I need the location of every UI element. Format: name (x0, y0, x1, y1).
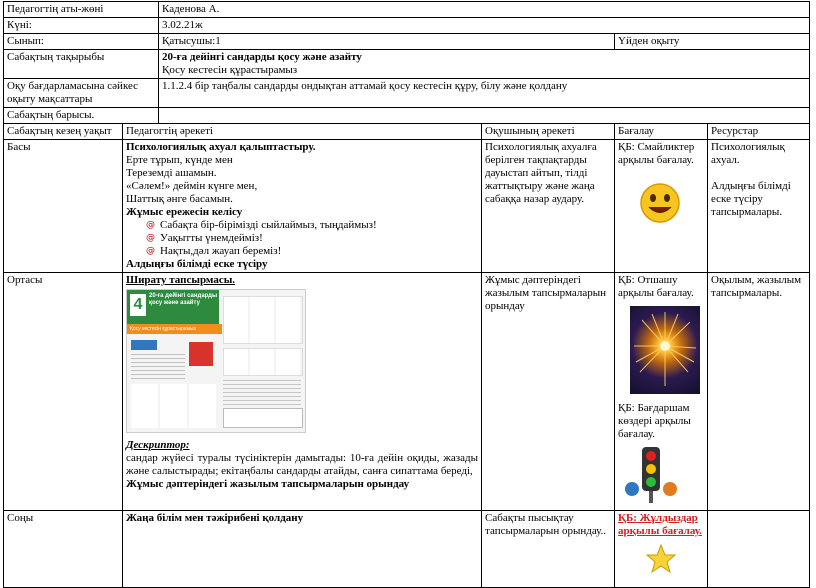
start-teacher-cell (123, 140, 482, 273)
date-row (4, 18, 810, 34)
middle-teacher-cell (123, 273, 482, 511)
start-stage: Басы (4, 140, 123, 273)
topic-row (4, 50, 810, 79)
homeschool-value: Үйден оқыту (615, 34, 810, 50)
progress-empty (159, 108, 810, 124)
end-resources (708, 511, 810, 588)
rule-text: Нақты,дәл жауап береміз! (160, 245, 282, 257)
book-text-lines (131, 354, 185, 380)
book-table (223, 348, 303, 376)
middle-student: Жұмыс дәптеріндегі жазылым тапсырмаларын орындау (482, 273, 615, 511)
middle-assessment-2: ҚБ: Бағдаршам көздері арқылы бағалау. (618, 402, 691, 440)
book-table (131, 384, 217, 428)
goal-value: 1.1.2.4 бір таңбалы сандарды ондықтан аттамай қосу кестесін құру, білу және қолдану (159, 79, 810, 108)
col-stage: Сабақтың кезең уақыт (4, 124, 123, 140)
rule-item (126, 232, 478, 245)
lesson-plan-table (3, 1, 810, 588)
col-resources: Ресурстар (708, 124, 810, 140)
descriptor-text: сандар жүйесі туралы түсініктерін дамытады: 10-ға дейін оқиды, жазады және салыстырады; екітаңбалы сандарды атайды, санға сипаттама береді, (126, 452, 479, 477)
descriptor-heading: Дескриптор: (126, 439, 190, 451)
start-resources-cell (708, 140, 810, 273)
topic-cell (159, 50, 810, 79)
rule-text: Сабақта бір-бірімізді сыйлаймыз, тыңдаймыз! (160, 219, 377, 231)
col-teacher: Педагогтің әрекеті (123, 124, 482, 140)
middle-assessment-cell (615, 273, 708, 511)
start-resources-1: Психологиялық ахуал. (711, 141, 785, 166)
start-resources-2: Алдыңғы білімді еске түсіру тапсырмалары. (711, 180, 791, 218)
at-sign-icon: @ (146, 220, 155, 230)
poem-line: Шаттық әнге басамын. (126, 193, 233, 205)
teacher-value: Каденова А. (159, 2, 810, 18)
column-header-row (4, 124, 810, 140)
start-stage-row (4, 140, 810, 273)
at-sign-icon: @ (146, 246, 155, 256)
end-stage-row (4, 511, 810, 588)
progress-row (4, 108, 810, 124)
book-box (223, 408, 303, 428)
rule-item (126, 219, 478, 232)
end-stage: Соңы (4, 511, 123, 588)
knowledge-heading: Алдыңғы білімді еске түсіру (126, 258, 268, 270)
start-heading: Психологиялық ахуал қалыптастыру. (126, 141, 316, 153)
rule-text: Уақытты үнемдейміз! (160, 232, 263, 244)
attendance-value: Қатысушы:1 (159, 34, 615, 50)
topic-title: 20-ға дейінгі сандарды қосу және азайту (162, 51, 362, 63)
teacher-label: Педагогтің аты-жөні (4, 2, 159, 18)
star-icon (646, 544, 676, 574)
middle-stage-row (4, 273, 810, 511)
col-assessment: Бағалау (615, 124, 708, 140)
book-subtitle: Қосу кестесін құрастырамыз (127, 324, 222, 334)
poem-line: «Сәлем!» деймін күнге мен, (126, 180, 258, 192)
start-assessment-cell (615, 140, 708, 273)
topic-subtitle: Қосу кестесін құрастырамыз (162, 64, 298, 76)
smiley-face-icon (638, 181, 682, 225)
start-student: Психологиялық ахуалға берілген тақпақтарды дауыстап айтып, тілді жаттықтыру және жаңа сабаққа назар аудару. (482, 140, 615, 273)
date-label: Күні: (4, 18, 159, 34)
book-red-card (189, 342, 213, 366)
book-table (223, 296, 303, 344)
book-tag (131, 340, 157, 350)
book-title: 20-ға дейінгі сандарды қосу және азайту (149, 293, 218, 306)
book-number: 4 (130, 294, 146, 316)
middle-resources: Оқылым, жазылым тапсырмалары. (708, 273, 810, 511)
start-assessment: ҚБ: Смайликтер арқылы бағалау. (618, 141, 695, 166)
class-label: Сынып: (4, 34, 159, 50)
textbook-page-image (126, 289, 306, 433)
rule-item (126, 245, 478, 258)
traffic-light-icon (624, 445, 678, 505)
end-heading: Жаңа білім мен тәжірибені қолдану (126, 512, 304, 524)
progress-label: Сабақтың барысы. (4, 108, 159, 124)
end-assessment-cell (615, 511, 708, 588)
end-student: Сабақты пысықтау тапсырмаларын орындау.. (482, 511, 615, 588)
goal-label: Оқу бағдарламасына сәйкес оқыту мақсаттары (4, 79, 159, 108)
work-line: Жұмыс дәптеріндегі жазылым тапсырмаларын орындау (126, 478, 410, 490)
class-row (4, 34, 810, 50)
fireworks-image (630, 306, 700, 394)
end-teacher-cell (123, 511, 482, 588)
middle-assessment-1: ҚБ: Отшашу арқылы бағалау. (618, 274, 694, 299)
goal-row (4, 79, 810, 108)
teacher-row (4, 2, 810, 18)
middle-stage: Ортасы (4, 273, 123, 511)
book-text-lines (223, 380, 301, 406)
middle-heading: Ширату тапсырмасы. (126, 274, 236, 286)
poem-line: Тереземді ашамын. (126, 167, 217, 179)
col-student: Оқушының әрекеті (482, 124, 615, 140)
date-value: 3.02.21ж (159, 18, 810, 34)
end-assessment: ҚБ: Жұлдыздар арқылы бағалау. (618, 512, 702, 537)
at-sign-icon: @ (146, 233, 155, 243)
poem-line: Ерте тұрып, күнде мен (126, 154, 233, 166)
topic-label: Сабақтың тақырыбы (4, 50, 159, 79)
rules-heading: Жұмыс ережесін келісу (126, 206, 243, 218)
